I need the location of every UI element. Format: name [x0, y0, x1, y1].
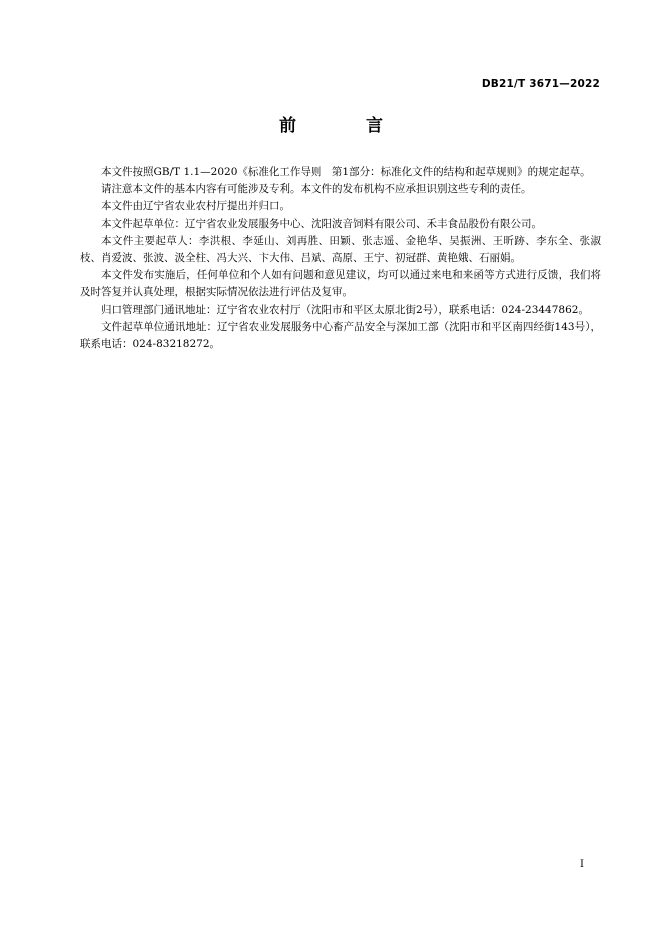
paragraph-patent-notice: 请注意本文件的基本内容有可能涉及专利。本文件的发布机构不应承担识别这些专利的责任。 — [101, 183, 532, 196]
paragraph-authority-contact: 归口管理部门通讯地址：辽宁省农业农村厅（沈阳市和平区太原北街2号），联系电话：024-23447862。 — [101, 303, 589, 316]
page-number: I — [580, 859, 584, 870]
foreword-body — [80, 164, 601, 353]
page-title: 前 言 — [279, 116, 415, 136]
paragraph-drafting-rules: 本文件按照GB/T 1.1—2020《标准化工作导则 第1部分：标准化文件的结构和起草规则》的规定起草。 — [101, 166, 591, 178]
paragraph-feedback: 本文件发布实施后，任何单位和个人如有问题和意见建议，均可以通过来电和来函等方式进行反馈，我们将及时答复并认真处理，根据实际情况依法进行评估及复审。 — [80, 269, 601, 299]
paragraph-drafters: 本文件主要起草人：李洪根、李延山、刘再胜、田颖、张志遥、金艳华、吴振洲、王昕跡、李东全、张淑枝、肖爱波、张波、汲全柱、冯大兴、卞大伟、吕斌、高原、王宁、初冠群、黄艳娥、石丽娟。 — [80, 234, 601, 265]
paragraph-drafting-units: 本文件起草单位：辽宁省农业发展服务中心、沈阳波音饲料有限公司、禾丰食品股份有限公司。 — [101, 217, 542, 230]
document-code: DB21/T 3671—2022 — [481, 78, 600, 90]
paragraph-drafter-contact: 文件起草单位通讯地址：辽宁省农业发展服务中心畜产品安全与深加工部（沈阳市和平区南四经街143号），联系电话：024-83218272。 — [80, 320, 601, 351]
paragraph-proposer: 本文件由辽宁省农业农村厅提出并归口。 — [101, 200, 290, 213]
